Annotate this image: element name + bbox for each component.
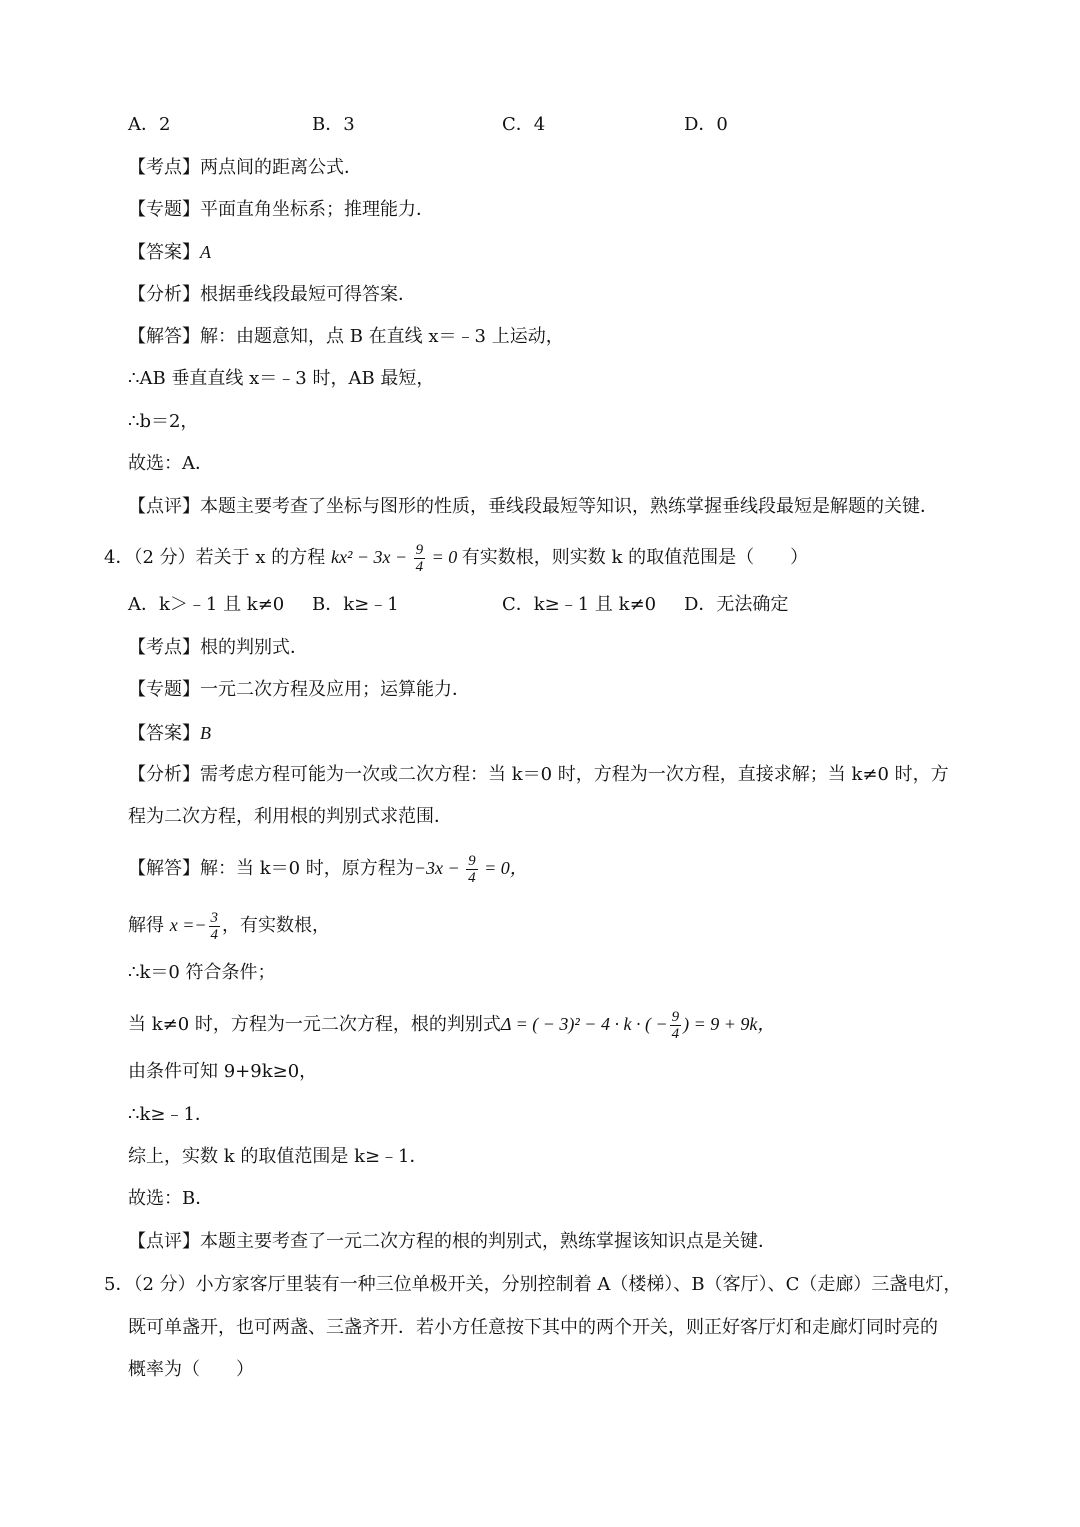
q4-answer-label: 【答案】 (128, 723, 200, 744)
q4-delta-pre: Δ = ( − 3)² − 4 · k · ( − (500, 1014, 668, 1034)
q3-answer-label: 【答案】 (128, 242, 200, 263)
q3-step-2: ∴b＝2， (128, 411, 199, 432)
q4-stem-suffix: 有实数根，则实数 k 的取值范围是（ ） (461, 547, 809, 568)
q4-eq2-end: = 0， (484, 858, 528, 878)
q4-fenxi-line-1: 【分析】需考虑方程可能为一次或二次方程：当 k＝0 时，方程为一次方程，直接求解；当 k≠0 时，方 (128, 764, 949, 785)
q4-eq2-frac-den: 4 (468, 870, 476, 887)
q3-option-b: B．3 (312, 114, 355, 135)
q5-stem-line-2: 既可单盏开，也可两盏、三盏齐开．若小方任意按下其中的两个开关，则正好客厅灯和走廊灯同时亮的 (128, 1317, 938, 1338)
q3-answer (128, 238, 1000, 267)
q3-step-1: ∴AB 垂直直线 x＝﹣3 时，AB 最短， (128, 368, 435, 389)
q3-dianping: 【点评】本题主要考查了坐标与图形的性质，垂线段最短等知识，熟练掌握垂线段最短是解题的关键． (128, 496, 938, 517)
q4-option-a: A．k＞﹣1 且 k≠0 (128, 594, 285, 615)
q4-delta-expression (500, 1009, 776, 1043)
q4-stem (104, 540, 1000, 575)
q4-option-c: C．k≥﹣1 且 k≠0 (502, 594, 657, 615)
q3-choose: 故选：A． (128, 453, 213, 474)
q4-delta-prefix: 当 k≠0 时，方程为一元二次方程，根的判别式 (128, 1014, 501, 1035)
q4-eq-fraction (414, 542, 426, 575)
q4-summary: 综上，实数 k 的取值范围是 k≥﹣1． (128, 1146, 428, 1167)
q4-eq-end: = 0 (431, 547, 458, 567)
q4-answer-value: B (200, 723, 211, 743)
q4-solve (128, 908, 1000, 943)
q4-jieda-prefix: 【解答】解：当 k＝0 时，原方程为 (128, 858, 414, 879)
q4-step-3: ∴k≥﹣1． (128, 1104, 213, 1125)
q4-x-num: 3 (210, 910, 219, 927)
q4-option-d: D．无法确定 (684, 594, 789, 615)
q4-solve-suffix: ，有实数根， (222, 915, 331, 936)
q3-fenxi: 【分析】根据垂线段最短可得答案． (128, 284, 416, 305)
q4-stem-prefix: 4．（2 分）若关于 x 的方程 (104, 547, 326, 568)
q4-x-den: 4 (210, 927, 219, 944)
q4-delta-end: ) = 9 + 9k， (683, 1014, 776, 1034)
q4-delta-frac-den: 4 (671, 1026, 680, 1043)
q5-stem-line-1: 5．（2 分）小方家客厅里装有一种三位单极开关，分别控制着 A（楼梯）、B（客厅）、C（走廊）三盏电灯， (104, 1274, 962, 1295)
q4-eq-frac-den: 4 (415, 559, 424, 576)
q4-eq2-fraction (466, 853, 478, 886)
q3-option-c: C．4 (502, 114, 546, 135)
q4-delta-fraction (670, 1009, 682, 1042)
q4-x-fraction (209, 910, 221, 943)
q5-stem-line-3: 概率为（ ） (128, 1359, 254, 1380)
q4-option-b: B．k≥﹣1 (312, 594, 399, 615)
q4-answer (128, 719, 1000, 748)
q3-option-d: D．0 (684, 114, 728, 135)
q4-eq2-frac-num: 9 (468, 853, 476, 870)
q4-eq-main: kx² − 3x − (330, 547, 408, 567)
q4-step-1: ∴k＝0 符合条件； (128, 962, 276, 983)
q4-dianping: 【点评】本题主要考查了一元二次方程的根的判别式，熟练掌握该知识点是关键． (128, 1231, 776, 1252)
q4-choose: 故选：B． (128, 1188, 214, 1209)
q4-eq-frac-num: 9 (415, 542, 424, 559)
q4-jieda-equation (413, 853, 528, 887)
q4-x-value (169, 910, 222, 944)
q3-jieda: 【解答】解：由题意知，点 B 在直线 x＝﹣3 上运动， (128, 326, 564, 347)
q4-x-pre: x =− (169, 915, 207, 935)
q3-kaodian: 【考点】两点间的距离公式． (128, 157, 362, 178)
q4-equation (330, 542, 462, 576)
q3-answer-value: A (200, 242, 211, 262)
q4-kaodian: 【考点】根的判别式． (128, 637, 308, 658)
q4-fenxi-line-2: 程为二次方程，利用根的判别式求范围． (128, 806, 452, 827)
q3-zhuanti: 【专题】平面直角坐标系；推理能力． (128, 199, 434, 220)
q4-zhuanti: 【专题】一元二次方程及应用；运算能力． (128, 679, 470, 700)
q4-eq2-pre: −3x − (413, 858, 460, 878)
q4-delta-line (128, 1007, 1000, 1042)
q4-step-2: 由条件可知 9+9k≥0， (128, 1061, 318, 1082)
q4-jieda (128, 851, 1000, 886)
q4-solve-prefix: 解得 (128, 915, 170, 936)
q3-option-a: A．2 (128, 114, 171, 135)
q4-delta-frac-num: 9 (671, 1009, 680, 1026)
